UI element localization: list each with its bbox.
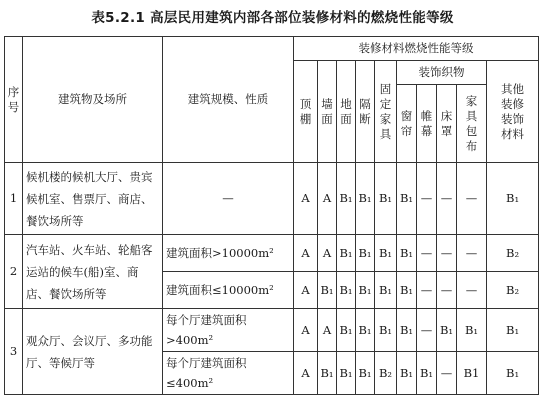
grade-furniture-cover: — bbox=[457, 163, 487, 235]
grade-drape: — bbox=[417, 235, 437, 272]
header-ceiling: 顶棚 bbox=[294, 61, 318, 163]
grade-wall: B₁ bbox=[318, 272, 337, 309]
grade-furniture-cover: — bbox=[457, 235, 487, 272]
grade-ceiling: A bbox=[294, 352, 318, 395]
header-curtain: 窗帘 bbox=[397, 85, 417, 163]
grade-floor: B₁ bbox=[337, 163, 356, 235]
row-scale: 建筑面积≤10000m² bbox=[163, 272, 294, 309]
grade-bedspread: B₁ bbox=[437, 309, 457, 352]
grade-ceiling: A bbox=[294, 163, 318, 235]
header-row-1 bbox=[5, 37, 539, 61]
row-scale: 每个厅建筑面积>400m² bbox=[163, 309, 294, 352]
row-scale: 建筑面积>10000m² bbox=[163, 235, 294, 272]
grade-other: B₁ bbox=[487, 163, 539, 235]
header-wall: 墙面 bbox=[318, 61, 337, 163]
grade-curtain: B₁ bbox=[397, 235, 417, 272]
grade-ceiling: A bbox=[294, 235, 318, 272]
grade-curtain: B₁ bbox=[397, 272, 417, 309]
header-decor-group: 装饰织物 bbox=[397, 61, 487, 85]
grade-bedspread: — bbox=[437, 272, 457, 309]
row-scale: 每个厅建筑面积≤400m² bbox=[163, 352, 294, 395]
grade-fixed-furniture: B₁ bbox=[375, 309, 397, 352]
header-grade-group: 装修材料燃烧性能等级 bbox=[294, 37, 539, 61]
header-bedspread: 床罩 bbox=[437, 85, 457, 163]
header-building: 建筑物及场所 bbox=[23, 37, 163, 163]
grade-partition: B₁ bbox=[356, 163, 375, 235]
grade-wall: A bbox=[318, 163, 337, 235]
grade-fixed-furniture: B₂ bbox=[375, 352, 397, 395]
grade-bedspread: — bbox=[437, 352, 457, 395]
grade-floor: B₁ bbox=[337, 272, 356, 309]
grade-other: B₁ bbox=[487, 352, 539, 395]
row-seq: 1 bbox=[5, 163, 23, 235]
grade-fixed-furniture: B₁ bbox=[375, 235, 397, 272]
grade-partition: B₁ bbox=[356, 309, 375, 352]
grade-fixed-furniture: B₁ bbox=[375, 272, 397, 309]
grade-fixed-furniture: B₁ bbox=[375, 163, 397, 235]
header-seq: 序号 bbox=[5, 37, 23, 163]
header-fixed-furniture: 固定家具 bbox=[375, 61, 397, 163]
grade-furniture-cover: — bbox=[457, 272, 487, 309]
fire-rating-table bbox=[4, 36, 539, 395]
table-row bbox=[5, 235, 539, 272]
row-building: 观众厅、会议厅、多功能厅、等候厅等 bbox=[23, 309, 163, 395]
grade-partition: B₁ bbox=[356, 235, 375, 272]
grade-furniture-cover: B1 bbox=[457, 352, 487, 395]
grade-bedspread: — bbox=[437, 235, 457, 272]
grade-wall: A bbox=[318, 309, 337, 352]
header-furniture-cover: 家具包布 bbox=[457, 85, 487, 163]
grade-curtain: B₁ bbox=[397, 163, 417, 235]
row-seq: 3 bbox=[5, 309, 23, 395]
grade-drape: — bbox=[417, 272, 437, 309]
grade-wall: A bbox=[318, 235, 337, 272]
row-scale: — bbox=[163, 163, 294, 235]
table-row bbox=[5, 163, 539, 235]
grade-drape: — bbox=[417, 309, 437, 352]
row-seq: 2 bbox=[5, 235, 23, 309]
table-title: 表5.2.1 高层民用建筑内部各部位装修材料的燃烧性能等级 bbox=[91, 10, 454, 26]
row-building: 候机楼的候机大厅、贵宾候机室、售票厅、商店、餐饮场所等 bbox=[23, 163, 163, 235]
row-building: 汽车站、火车站、轮船客运站的候车(船)室、商店、餐饮场所等 bbox=[23, 235, 163, 309]
header-scale: 建筑规模、性质 bbox=[163, 37, 294, 163]
grade-other: B₂ bbox=[487, 272, 539, 309]
grade-furniture-cover: B₁ bbox=[457, 309, 487, 352]
grade-wall: B₁ bbox=[318, 352, 337, 395]
header-drape: 帷幕 bbox=[417, 85, 437, 163]
grade-drape: — bbox=[417, 163, 437, 235]
header-other: 其他装修装饰材料 bbox=[487, 61, 539, 163]
header-floor: 地面 bbox=[337, 61, 356, 163]
grade-partition: B₁ bbox=[356, 352, 375, 395]
grade-curtain: B₁ bbox=[397, 352, 417, 395]
grade-floor: B₁ bbox=[337, 352, 356, 395]
grade-ceiling: A bbox=[294, 309, 318, 352]
grade-bedspread: — bbox=[437, 163, 457, 235]
grade-floor: B₁ bbox=[337, 309, 356, 352]
grade-other: B₂ bbox=[487, 235, 539, 272]
grade-drape: B₁ bbox=[417, 352, 437, 395]
grade-ceiling: A bbox=[294, 272, 318, 309]
table-row bbox=[5, 309, 539, 352]
grade-curtain: B₁ bbox=[397, 309, 417, 352]
grade-floor: B₁ bbox=[337, 235, 356, 272]
header-partition: 隔断 bbox=[356, 61, 375, 163]
grade-other: B₁ bbox=[487, 309, 539, 352]
grade-partition: B₁ bbox=[356, 272, 375, 309]
